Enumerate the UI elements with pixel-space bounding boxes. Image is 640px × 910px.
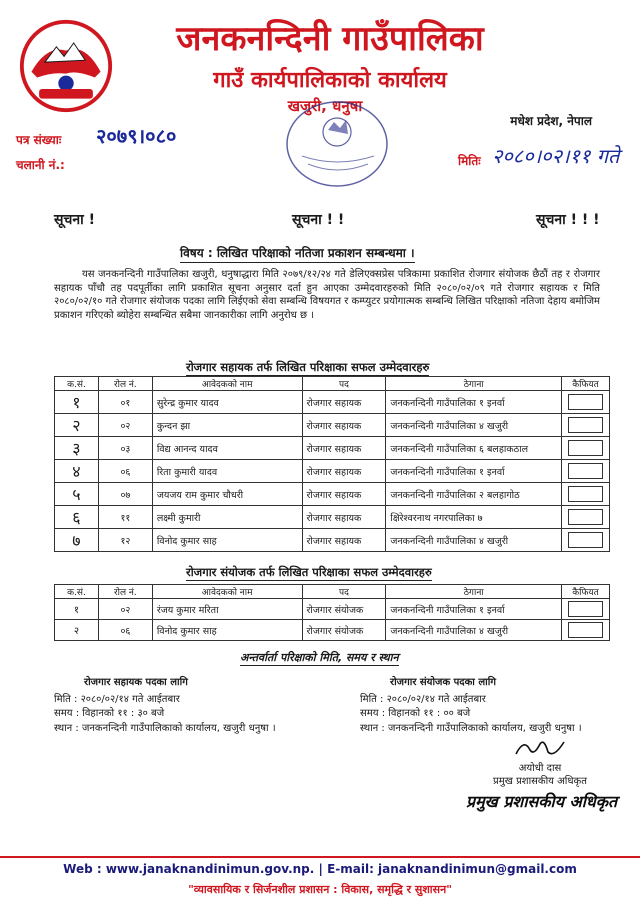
assistant-results-table xyxy=(54,376,610,552)
cell-post: रोजगार सहायक xyxy=(302,437,386,460)
cell-address: जनकनन्दिनी गाउँपालिका २ बलहागोठ xyxy=(386,483,562,506)
col-header-address: ठेगाना xyxy=(386,377,562,391)
footer-motto: "व्यावसायिक र सिर्जनशील प्रशासन : विकास, समृद्धि र सुशासन" xyxy=(188,883,452,896)
assistant-table-title: रोजगार सहायक तर्फ लिखित परिक्षाका सफल उम्मेदवारहरु xyxy=(186,360,430,374)
table-row xyxy=(55,437,610,460)
remarks-box xyxy=(568,394,603,410)
remarks-box xyxy=(568,532,603,548)
cell-remarks xyxy=(561,414,609,437)
remarks-box xyxy=(568,509,603,525)
cell-name: सुरेन्द्र कुमार यादव xyxy=(152,391,302,414)
cell-roll: ०७ xyxy=(98,483,152,506)
remarks-box xyxy=(568,601,603,617)
remarks-box xyxy=(568,440,603,456)
col-header-sn: क.सं. xyxy=(55,585,99,599)
table-row xyxy=(55,483,610,506)
schedule-heading: रोजगार संयोजक पदका लागि xyxy=(390,677,496,688)
ref-number-label: पत्र संख्याः xyxy=(16,133,62,147)
cell-post: रोजगार संयोजक xyxy=(302,599,386,620)
cell-sn: १ xyxy=(55,391,99,414)
cell-name: विनोद कुमार साह xyxy=(152,529,302,552)
col-header-address: ठेगाना xyxy=(386,585,562,599)
cell-remarks xyxy=(561,529,609,552)
cell-remarks xyxy=(561,391,609,414)
signatory-title: प्रमुख प्रशासकीय अधिकृत xyxy=(493,776,587,787)
schedule-time: समय : विहानको ११ : ३० बजे xyxy=(54,708,165,719)
cell-post: रोजगार सहायक xyxy=(302,483,386,506)
cell-address: जनकनन्दिनी गाउँपालिका १ इनर्वा xyxy=(386,599,562,620)
cell-post: रोजगार सहायक xyxy=(302,506,386,529)
col-header-post: पद xyxy=(302,377,386,391)
schedule-place: स्थान : जनकनन्दिनी गाउँपालिकाको कार्यालय, खजुरी धनुषा । xyxy=(360,722,582,734)
coordinator-results-table xyxy=(54,584,610,641)
remarks-box xyxy=(568,463,603,479)
cell-sn: २ xyxy=(55,414,99,437)
cell-address: जनकनन्दिनी गाउँपालिका ४ खजुरी xyxy=(386,620,562,641)
remarks-box xyxy=(568,486,603,502)
municipality-title: जनकनन्दिनी गाउँपालिका xyxy=(176,19,484,59)
cell-sn: ५ xyxy=(55,483,99,506)
table-row xyxy=(55,506,610,529)
cell-sn: ७ xyxy=(55,529,99,552)
signatory-stamp: प्रमुख प्रशासकीय अधिकृत xyxy=(466,792,618,811)
table-row xyxy=(55,460,610,483)
notice-body: यस जनकनन्दिनी गाउँपालिका खजुरी, धनुषाद्धारा मिति २०७९/१२/२४ गते डेलिएक्सप्रेस पत्रिकामा प्रकाशित रोजगार संयोजक छैठौं तह र रोजगार सहायक पाँचौ तह पदपूर्तीका लागि प्रकाशित सूचना अनुसार दर्ता हुन आएका उम्मेदवारहरुको मिति २०८०/०२/०९ गते रोजगार सहायक र मिति २०८०/०२/१० गते रोजगार संयोजक पदका लागि लिईएको सेवा सम्बन्धि विषयगत र कम्प्युटर प्रयोगात्मक सम्बन्धि लिखित परिक्षाको नतिजा देहाय बमोजिम प्रकाशन गरिएको ब्योहेरा सम्बन्धित सबैमा जानकारीका लागि अनुरोध छ । xyxy=(54,269,600,321)
table-row xyxy=(55,529,610,552)
cell-remarks xyxy=(561,437,609,460)
cell-address: जनकनन्दिनी गाउँपालिका ४ खजुरी xyxy=(386,529,562,552)
cell-address: जनकनन्दिनी गाउँपालिका १ इनर्वा xyxy=(386,391,562,414)
schedule-date: मिति : २०८०/०२/१४ गते आईतबार xyxy=(360,693,486,705)
subject-line: विषय : लिखित परिक्षाको नतिजा प्रकाशन सम्बन्धमा । xyxy=(180,244,415,263)
table-row xyxy=(55,620,610,641)
table-header-row xyxy=(55,377,610,391)
table-header-row xyxy=(55,585,610,599)
schedule-heading: रोजगार सहायक पदका लागि xyxy=(84,677,188,688)
cell-name: रिता कुमारी यादव xyxy=(152,460,302,483)
schedule-date: मिति : २०८०/०२/१४ गते आईतबार xyxy=(54,693,180,705)
cell-name: विनोद कुमार साह xyxy=(152,620,302,641)
schedule-place: स्थान : जनकनन्दिनी गाउँपालिकाको कार्यालय, खजुरी धनुषा । xyxy=(54,722,276,734)
ref-number-value: २०७९।०८० xyxy=(96,124,177,148)
cell-name: जयजय राम कुमार चौधरी xyxy=(152,483,302,506)
cell-address: क्षिरेश्वरनाथ नगरपालिका ७ xyxy=(386,506,562,529)
remarks-box xyxy=(568,622,603,638)
table-row xyxy=(55,414,610,437)
cell-name: विद्य आनन्द यादव xyxy=(152,437,302,460)
cell-post: रोजगार संयोजक xyxy=(302,620,386,641)
col-header-roll: रोल नं. xyxy=(98,377,152,391)
cell-sn: ६ xyxy=(55,506,99,529)
schedule-time: समय : विहानको ११ : ०० बजे xyxy=(360,708,471,719)
col-header-remarks: कैफियत xyxy=(561,585,609,599)
coordinator-table-title: रोजगार संयोजक तर्फ लिखित परिक्षाका सफल उम्मेदवारहरु xyxy=(186,565,432,579)
cell-sn: ४ xyxy=(55,460,99,483)
handwritten-signature xyxy=(510,736,570,760)
cell-post: रोजगार सहायक xyxy=(302,414,386,437)
office-subtitle: गाउँ कार्यपालिकाको कार्यालय xyxy=(213,68,447,93)
nepal-emblem-logo xyxy=(18,18,114,114)
cell-name: कुन्दन झा xyxy=(152,414,302,437)
footer-divider xyxy=(0,856,640,858)
coordinator-interview-schedule xyxy=(360,676,582,736)
cell-post: रोजगार सहायक xyxy=(302,529,386,552)
location-heading: खजुरी, धनुषा xyxy=(287,97,363,115)
col-header-post: पद xyxy=(302,585,386,599)
table-row xyxy=(55,599,610,620)
cell-roll: ०१ xyxy=(98,391,152,414)
col-header-roll: रोल नं. xyxy=(98,585,152,599)
cell-name: लक्ष्मी कुमारी xyxy=(152,506,302,529)
cell-remarks xyxy=(561,483,609,506)
cell-roll: १२ xyxy=(98,529,152,552)
cell-remarks xyxy=(561,599,609,620)
cell-post: रोजगार सहायक xyxy=(302,460,386,483)
cell-roll: ०२ xyxy=(98,599,152,620)
cell-sn: २ xyxy=(55,620,99,641)
col-header-remarks: कैफियत xyxy=(561,377,609,391)
remarks-box xyxy=(568,417,603,433)
cell-roll: ०३ xyxy=(98,437,152,460)
date-value: २०८०।०२।११ गते xyxy=(492,144,620,168)
cell-roll: ०२ xyxy=(98,414,152,437)
interview-heading: अन्तर्वार्ता परिक्षाको मिति, समय र स्थान xyxy=(240,651,399,664)
cell-sn: ३ xyxy=(55,437,99,460)
footer-contact: Web : www.janaknandinimun.gov.np. | E-mail: janaknandinimun@gmail.com xyxy=(63,862,577,876)
notice-heading-1: सूचना ! xyxy=(54,212,96,228)
cell-roll: ०६ xyxy=(98,460,152,483)
notice-heading-3: सूचना ! ! ! xyxy=(536,212,600,228)
cell-address: जनकनन्दिनी गाउँपालिका १ इनर्वा xyxy=(386,460,562,483)
cell-sn: १ xyxy=(55,599,99,620)
col-header-name: आवेदकको नाम xyxy=(152,585,302,599)
cell-roll: ११ xyxy=(98,506,152,529)
cell-remarks xyxy=(561,460,609,483)
cell-remarks xyxy=(561,506,609,529)
signatory-name: अयोधी दास xyxy=(518,763,562,774)
office-seal-stamp xyxy=(282,98,392,190)
table-row xyxy=(55,391,610,414)
notice-heading-2: सूचना ! ! xyxy=(292,212,345,228)
cell-address: जनकनन्दिनी गाउँपालिका ४ खजुरी xyxy=(386,414,562,437)
cell-name: रंजय कुमार मरिता xyxy=(152,599,302,620)
assistant-interview-schedule xyxy=(54,676,276,736)
cell-address: जनकनन्दिनी गाउँपालिका ६ बलहाकठाल xyxy=(386,437,562,460)
cell-post: रोजगार सहायक xyxy=(302,391,386,414)
province-label: मधेश प्रदेश, नेपाल xyxy=(510,114,592,128)
col-header-name: आवेदकको नाम xyxy=(152,377,302,391)
cell-roll: ०६ xyxy=(98,620,152,641)
date-label: मितिः xyxy=(458,154,481,168)
cell-remarks xyxy=(561,620,609,641)
chalani-label: चलानी नं.: xyxy=(16,158,65,172)
col-header-sn: क.सं. xyxy=(55,377,99,391)
